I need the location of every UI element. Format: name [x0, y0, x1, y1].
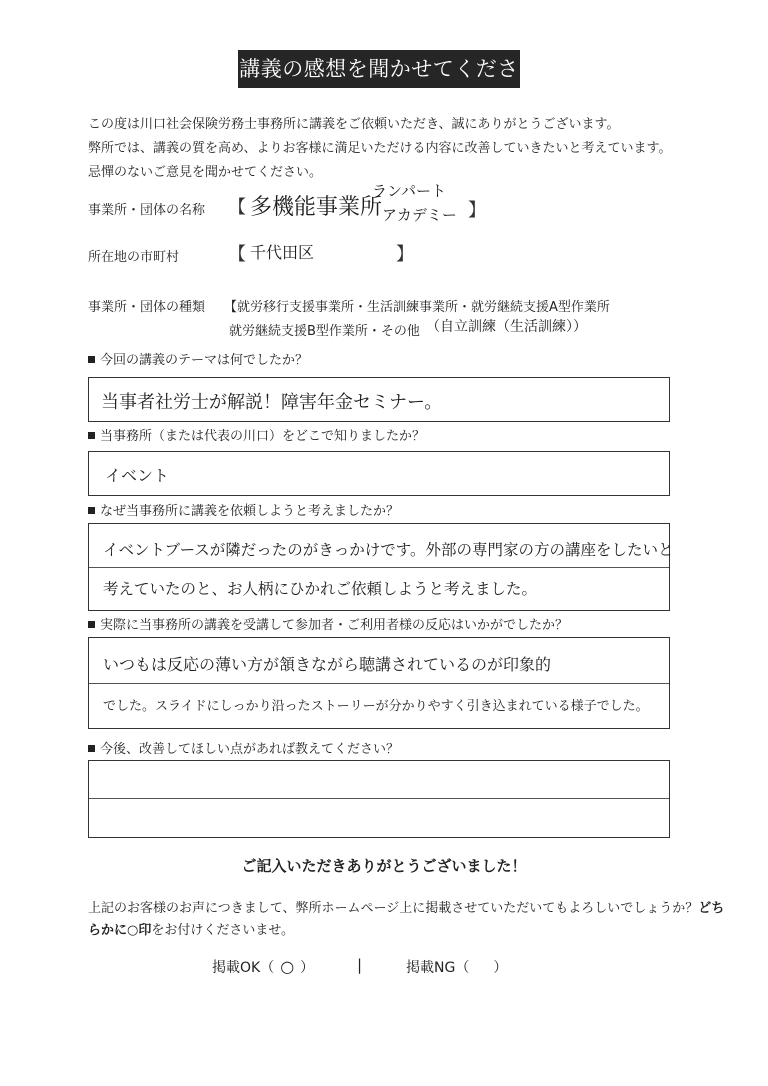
org-name-bracket-open: 【 — [228, 197, 246, 218]
question-2-answer-box[interactable] — [88, 451, 670, 496]
city-bracket-close: 】 — [396, 244, 414, 265]
square-bullet-icon — [88, 432, 95, 439]
city-label: 所在地の市町村 — [88, 250, 180, 265]
org-name-value[interactable]: 多機能事業所 — [250, 195, 383, 220]
question-4-answer-line-1: いつもは反応の薄い方が頷きながら聴講されているのが印象的 — [103, 655, 552, 674]
publish-question-line-1: 上記のお客様のお声につきまして、弊所ホームページ上に掲載させていただいてもよろしいでしょうか？どち — [88, 901, 725, 916]
question-1-label: 今回の講義のテーマは何でしたか？ — [88, 349, 308, 368]
intro-line-2: 弊所では、講義の質を高め、よりお客様に満足いただける内容に改善していきたいと考えています。 — [88, 141, 672, 156]
square-bullet-icon — [88, 745, 95, 752]
org-type-other-value[interactable]: （自立訓練（生活訓練）） — [426, 319, 587, 335]
publish-ok-mark: ○ — [280, 957, 295, 976]
publish-ok-option[interactable]: 掲載OK（ ○ ） — [212, 957, 315, 976]
question-3-answer-box[interactable] — [88, 523, 674, 611]
question-3-answer-line-2: 考えていたのと、お人柄にひかれご依頼しようと考えました。 — [103, 580, 538, 598]
question-2-answer: イベント — [105, 466, 170, 485]
question-5-label: 今後、改善してほしい点があれば教えてください？ — [88, 738, 399, 757]
question-1-answer: 当事者社労士が解説！障害年金セミナー。 — [101, 392, 443, 413]
publish-question-line-2: らかに○印をお付けくださいませ。 — [88, 923, 294, 938]
thanks-message: ご記入いただきありがとうございました！ — [241, 857, 527, 875]
page-title: 講義の感想を聞かせてください — [238, 50, 520, 88]
answer-divider — [89, 683, 669, 684]
option-separator: | — [357, 956, 363, 974]
question-4-answer-line-2: でした。スライドにしっかり沿ったストーリーが分かりやすく引き込まれている様子でした。 — [103, 699, 649, 714]
question-3-answer-line-1: イベントブースが隣だったのがきっかけです。外部の専門家の方の講座をしたいと — [103, 541, 674, 559]
city-value[interactable]: 千代田区 — [250, 243, 315, 262]
intro-line-3: 忌憚のないご意見を聞かせてください。 — [88, 165, 323, 180]
org-name-bracket-close: 】 — [468, 200, 486, 221]
publish-ng-option[interactable]: 掲載NG（ ） — [406, 960, 508, 976]
square-bullet-icon — [88, 621, 95, 628]
question-4-answer-box[interactable] — [88, 637, 670, 729]
org-name-label: 事業所・団体の名称 — [88, 203, 206, 218]
intro-line-1: この度は川口社会保険労務士事務所に講義をご依頼いただき、誠にありがとうございます。 — [88, 117, 620, 132]
org-name-value-2[interactable]: ランパート — [372, 182, 446, 200]
square-bullet-icon — [88, 507, 95, 514]
org-type-options-1: 【就労移行支援事業所・生活訓練事業所・就労継続支援A型作業所 — [224, 300, 610, 315]
org-type-label: 事業所・団体の種類 — [88, 300, 206, 315]
question-1-answer-box[interactable] — [88, 377, 670, 422]
org-name-value-3[interactable]: アカデミー — [382, 206, 457, 224]
question-4-label: 実際に当事務所の講義を受講して参加者・ご利用者様の反応はいかがでしたか？ — [88, 614, 568, 633]
question-2-label: 当事務所（または代表の川口）をどこで知りましたか？ — [88, 425, 425, 444]
answer-divider — [89, 567, 669, 568]
org-type-options-2: 就労継続支援B型作業所・その他 — [229, 324, 420, 339]
square-bullet-icon — [88, 356, 95, 363]
question-5-answer-box[interactable] — [88, 760, 670, 838]
city-bracket-open: 【 — [228, 244, 246, 265]
question-3-label: なぜ当事務所に講義を依頼しようと考えましたか？ — [88, 500, 399, 519]
answer-divider — [89, 798, 669, 799]
